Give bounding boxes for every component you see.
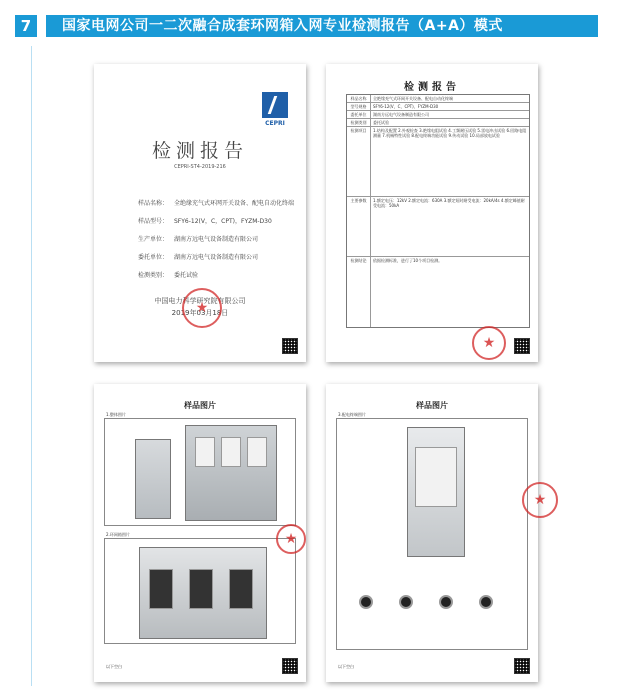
field-value: 委托试验 — [174, 272, 199, 279]
table-key: 检测项目 — [347, 127, 371, 196]
field-row — [138, 272, 298, 280]
field-row — [138, 218, 298, 226]
control-panel — [221, 437, 241, 467]
section-title: 国家电网公司一二次融合成套环网箱入网专业检测报告（A+A）模式 — [46, 15, 598, 37]
knob-icon — [359, 595, 373, 609]
table-row — [347, 119, 529, 127]
cover-title: 检测报告 — [151, 140, 248, 162]
report-detail-page — [326, 64, 538, 362]
table-value: 委托试验 — [373, 120, 389, 125]
photo-caption: 1.整体图片 — [106, 412, 126, 417]
switch-compartment — [229, 569, 253, 609]
table-row — [347, 111, 529, 119]
red-seal-stamp — [276, 524, 306, 554]
photo-page-title: 样品图片 — [184, 401, 216, 410]
cover-fields — [138, 200, 298, 290]
red-seal-stamp — [522, 482, 558, 518]
table-value: 依据检测标准，进行了10个项目检测。 — [373, 258, 443, 263]
photo-frame — [104, 418, 296, 526]
field-value: 全绝缘充气式环网开关设备、配电自动化终端 — [174, 200, 295, 207]
section-header — [8, 6, 616, 46]
photo-caption: 3.配电终端图片 — [338, 412, 366, 417]
terminal-cabinet-photo — [135, 439, 171, 519]
control-panel — [247, 437, 267, 467]
control-panel — [195, 437, 215, 467]
report-detail-table — [346, 94, 530, 328]
field-label: 委托单位： — [138, 254, 169, 261]
knob-icon — [399, 595, 413, 609]
field-row — [138, 236, 298, 244]
report-page-title: 检测报告 — [404, 82, 460, 93]
table-row — [347, 127, 529, 197]
terminal-panel — [415, 447, 457, 507]
table-value: 1.结构及配置 2.外观检查 3.绝缘电阻试验 4.工频耐压试验 5.雷电冲击试验 6.回路电阻测量 7.机械特性试验 8.配电终端功能试验 9.传动试验 10.局部放电试验 — [373, 128, 527, 138]
red-seal-stamp — [472, 326, 506, 360]
left-divider — [31, 46, 32, 686]
issue-date: 2019年03月18日 — [171, 309, 229, 317]
table-key: 委托单位 — [347, 111, 371, 118]
table-key: 检测结论 — [347, 257, 371, 327]
sample-photo-page-1 — [94, 384, 306, 682]
table-key: 主要参数 — [347, 197, 371, 256]
field-label: 生产单位： — [138, 236, 169, 243]
field-value: 湖南方远电气设备制造有限公司 — [174, 254, 259, 261]
qr-code-icon — [514, 338, 530, 354]
qr-code-icon — [514, 658, 530, 674]
report-code: CEPRI-ST4-2019-216 — [174, 164, 226, 170]
sample-photo-page-2 — [326, 384, 538, 682]
photo-frame — [336, 418, 528, 650]
table-key: 样品名称 — [347, 95, 371, 102]
table-value: 1.额定电压：12kV 2.额定电流：630A 3.额定短时耐受电流：20kA/4s 4.额定峰值耐受电流：50kA — [373, 198, 525, 208]
table-key: 检测类别 — [347, 119, 371, 126]
field-row — [138, 200, 298, 208]
section-number: 7 — [15, 15, 37, 37]
issuing-org: 中国电力科学研究院有限公司 — [154, 297, 246, 305]
table-value: 湖南方远电气设备制造有限公司 — [373, 112, 429, 117]
switch-compartment — [149, 569, 173, 609]
photo-frame — [104, 538, 296, 644]
switch-compartment — [189, 569, 213, 609]
page-footer: 以下空白 — [338, 664, 354, 669]
table-value: SFY6-12(V，C，CPT)、FYZM-D30 — [373, 104, 439, 109]
table-row — [347, 197, 529, 257]
table-row — [347, 103, 529, 111]
qr-code-icon — [282, 658, 298, 674]
lightning-icon — [262, 92, 288, 118]
qr-code-icon — [282, 338, 298, 354]
table-value: 全绝缘充气式环网开关设备、配电自动化终端 — [373, 96, 453, 101]
knob-icon — [479, 595, 493, 609]
photo-page-title: 样品图片 — [416, 401, 448, 410]
table-key: 型号规格 — [347, 103, 371, 110]
field-label: 样品名称： — [138, 200, 169, 207]
red-seal-stamp — [182, 288, 222, 328]
page-footer: 以下空白 — [106, 664, 122, 669]
field-value: 湖南方远电气设备制造有限公司 — [174, 236, 259, 243]
field-label: 样品型号： — [138, 218, 169, 225]
report-cover-page — [94, 64, 306, 362]
logo-text: CEPRI — [265, 120, 285, 127]
field-label: 检测类别： — [138, 272, 169, 279]
photo-caption: 2.环网箱图片 — [106, 532, 130, 537]
cepri-logo — [256, 92, 294, 127]
table-row — [347, 257, 529, 327]
field-value: SFY6-12(V，C，CPT)，FYZM-D30 — [174, 218, 272, 225]
table-row — [347, 95, 529, 103]
knob-icon — [439, 595, 453, 609]
field-row — [138, 254, 298, 262]
